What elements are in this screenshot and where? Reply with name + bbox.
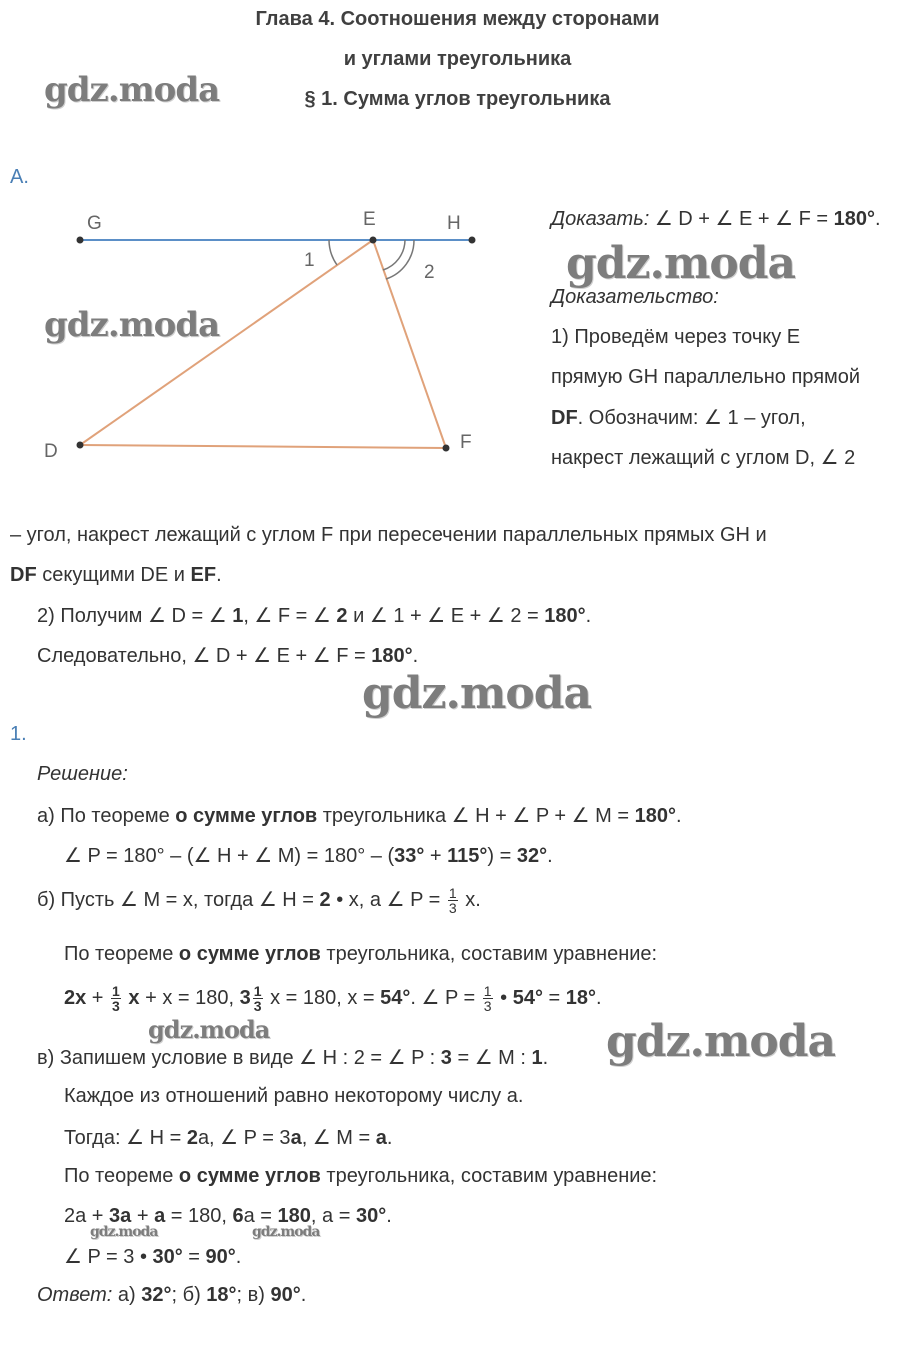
proof-line: 1) Проведём через точку E [551,326,801,348]
side-ef [373,240,446,448]
point-f [443,445,450,452]
fraction: $\frac{1}{3}$ [448,885,457,916]
point-g [77,237,84,244]
task-1-label: 1. [10,723,27,745]
chapter-title-line1: Глава 4. Соотношения между сторонами [255,8,660,30]
solution-line: ∠ P = 3 • 30° = 90°. [64,1246,242,1268]
solution-line: Каждое из отношений равно некоторому числу a. [64,1085,524,1107]
watermark-logo: gdz.moda [362,668,592,719]
label-h: H [447,213,461,234]
label-e: E [363,209,376,230]
answer-label: Ответ: [37,1284,113,1306]
angle-1-arc [329,240,337,265]
proof-line: накрест лежащий с углом D, ∠ 2 [551,447,856,469]
side-df [80,445,446,448]
watermark-logo: gdz.moda [566,238,796,289]
triangle-figure [0,195,540,475]
section-title: § 1. Сумма углов треугольника [304,88,611,110]
proof-line: – угол, накрест лежащий с углом F при пересечении параллельных прямых GH и [10,524,767,546]
watermark-logo: gdz.moda [148,1015,270,1044]
angle-2-arc-inner [383,240,405,270]
solution-line: 2a + 3a + a = 180, 6a = 180, a = 30°. [64,1205,392,1227]
solution-line: б) Пусть ∠ M = x, тогда ∠ H = 2 • x, а ∠ P = $\frac{1}{3}$ x. [37,885,481,916]
answer-line: Ответ: а) 32°; б) 18°; в) 90°. [37,1284,307,1306]
label-angle-1: 1 [304,250,315,271]
solution-line: По теореме о сумме углов треугольника, составим уравнение: [64,1165,658,1187]
point-e [370,237,377,244]
solution-line: 2x + $\frac{1}{3}$ x + x = 180, 3 $\frac{1}{3}$ x = 180, x = 54°. ∠ P = $\frac{1}{3}$ • 54° = 18°. [64,983,602,1014]
label-g: G [87,213,102,234]
chapter-title-line2: и углами треугольника [343,48,572,70]
label-f: F [460,432,472,453]
proof-line: DF. Обозначим: ∠ 1 – угол, [551,407,806,429]
fraction: $\frac{1}{3}$ [483,983,492,1014]
point-h [469,237,476,244]
prove-statement: Доказать: ∠ D + ∠ E + ∠ F = 180°. [551,208,881,230]
watermark-logo: gdz.moda [606,1016,836,1067]
side-de [80,240,373,445]
solution-line: ∠ P = 180° – (∠ H + ∠ M) = 180° – (33° + 115°) = 32°. [64,845,553,867]
solution-line: а) По теореме о сумме углов треугольника ∠ H + ∠ P + ∠ M = 180°. [37,805,682,827]
solution-line: в) Запишем условие в виде ∠ H : 2 = ∠ P : 3 = ∠ M : 1. [37,1047,549,1069]
fraction: $\frac{1}{3}$ [112,983,120,1014]
prove-label: Доказать: [551,208,650,230]
watermark-logo: gdz.moda [252,1224,320,1240]
label-angle-2: 2 [424,262,435,283]
solution-line: Тогда: ∠ H = 2a, ∠ P = 3a, ∠ M = a. [64,1127,393,1149]
fraction: $\frac{1}{3}$ [253,983,262,1014]
watermark-logo: gdz.moda [90,1224,158,1240]
proof-conclusion: Следовательно, ∠ D + ∠ E + ∠ F = 180°. [37,645,419,667]
part-a-label: А. [10,166,29,188]
proof-line: DF секущими DE и EF. [10,564,222,586]
proof-step-2: 2) Получим ∠ D = ∠ 1, ∠ F = ∠ 2 и ∠ 1 + ∠ E + ∠ 2 = 180°. [37,605,592,627]
watermark-logo: gdz.moda [44,305,220,345]
label-d: D [44,441,58,462]
proof-label: Доказательство: [551,286,719,308]
watermark-logo: gdz.moda [44,70,220,110]
point-d [77,442,84,449]
solution-line: По теореме о сумме углов треугольника, составим уравнение: [64,943,658,965]
solution-label: Решение: [37,763,128,785]
angle-2-arc-outer [386,240,414,279]
proof-line: прямую GH параллельно прямой [551,366,861,388]
